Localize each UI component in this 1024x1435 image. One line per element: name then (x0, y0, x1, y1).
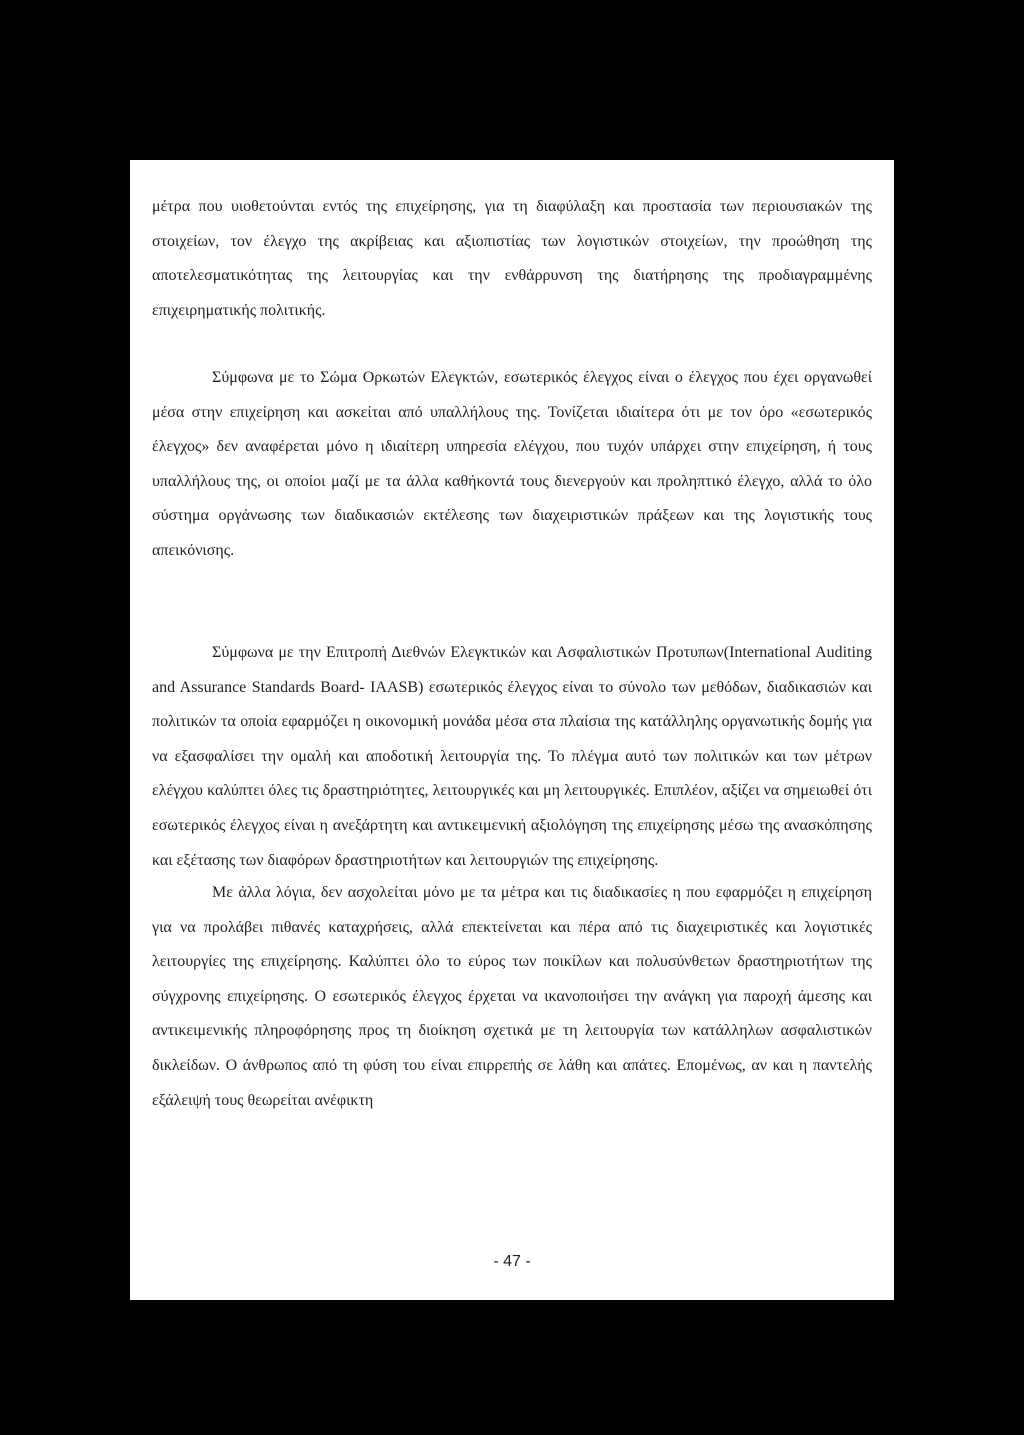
paragraph-ssoe-definition: Σύμφωνα με το Σώμα Ορκωτών Ελεγκτών, εσωτερικός έλεγχος είναι ο έλεγχος που έχει οργανωθεί μέσα στην επιχείρηση και ασκείται από υπαλλήλους της. Τονίζεται ιδιαίτερα ότι με τον όρο «εσωτερικός έλεγχος» δεν αναφέρεται μόνο η ιδιαίτερη υπηρεσία ελέγχου, που τυχόν υπάρχει στην επιχείρηση, ή τους υπαλλήλους της, οι οποίοι μαζί με τα άλλα καθήκοντά τους διενεργούν και προληπτικό έλεγχο, αλλά το όλο σύστημα οργάνωσης των διαδικασιών εκτέλεσης των διαχειριστικών πράξεων και της λογιστικής τους απεικόνισης. (152, 369, 872, 559)
document-page (130, 160, 894, 1300)
paragraph-scope: Με άλλα λόγια, δεν ασχολείται μόνο με τα μέτρα και τις διαδικασίες η που εφαρμόζει η επιχείρηση για να προλάβει πιθανές καταχρήσεις, αλλά επεκτείνεται και πέρα από τις διαχειριστικές και λογιστικές λειτουργίες της επιχείρησης. Καλύπτει όλο το εύρος των ποικίλων και πολυσύνθετων δραστηριοτήτων της σύγχρονης επιχείρησης. Ο εσωτερικός έλεγχος έρχεται να ικανοποιήσει την ανάγκη για παροχή άμεσης και αντικειμενικής πληροφόρησης προς τη διοίκηση σχετικά με τη λειτουργία των κατάλληλων ασφαλιστικών δικλείδων. Ο άνθρωπος από τη φύση του είναι επιρρεπής σε λάθη και απάτες. Επομένως, αν και η παντελής εξάλειψή τους θεωρείται ανέφικτη (152, 884, 872, 1109)
paragraph-continuation: μέτρα που υιοθετούνται εντός της επιχείρησης, για τη διαφύλαξη και προστασία των περιουσιακών της στοιχείων, τον έλεγχο της ακρίβειας και αξιοπιστίας των λογιστικών στοιχείων, την προώθηση της αποτελεσματικότητας της λειτουργίας και την ενθάρρυνση της διατήρησης της προδιαγραμμένης επιχειρηματικής πολιτικής. (152, 198, 872, 319)
paragraph-iaasb-definition: Σύμφωνα με την Επιτροπή Διεθνών Ελεγκτικών και Ασφαλιστικών Προτυπων(International Auditing and Assurance Standards Board- IAASB) εσωτερικός έλεγχος είναι το σύνολο των μεθόδων, διαδικασιών και πολιτικών τα οποία εφαρμόζει η οικονομική μονάδα μέσα στα πλαίσια της κατάλληλης οργανωτικής δομής για να εξασφαλίσει την ομαλή και αποδοτική λειτουργία της. Το πλέγμα αυτό των πολιτικών και των μέτρων ελέγχου καλύπτει όλες τις δραστηριότητες, λειτουργικές και μη λειτουργικές. Επιπλέον, αξίζει να σημειωθεί ότι εσωτερικός έλεγχος είναι η ανεξάρτητη και αντικειμενική αξιολόγηση της επιχείρησης μέσω της ανασκόπησης και εξέτασης των διαφόρων δραστηριοτήτων και λειτουργιών της επιχείρησης. (152, 644, 872, 869)
page-number: - 47 - (493, 1253, 531, 1270)
